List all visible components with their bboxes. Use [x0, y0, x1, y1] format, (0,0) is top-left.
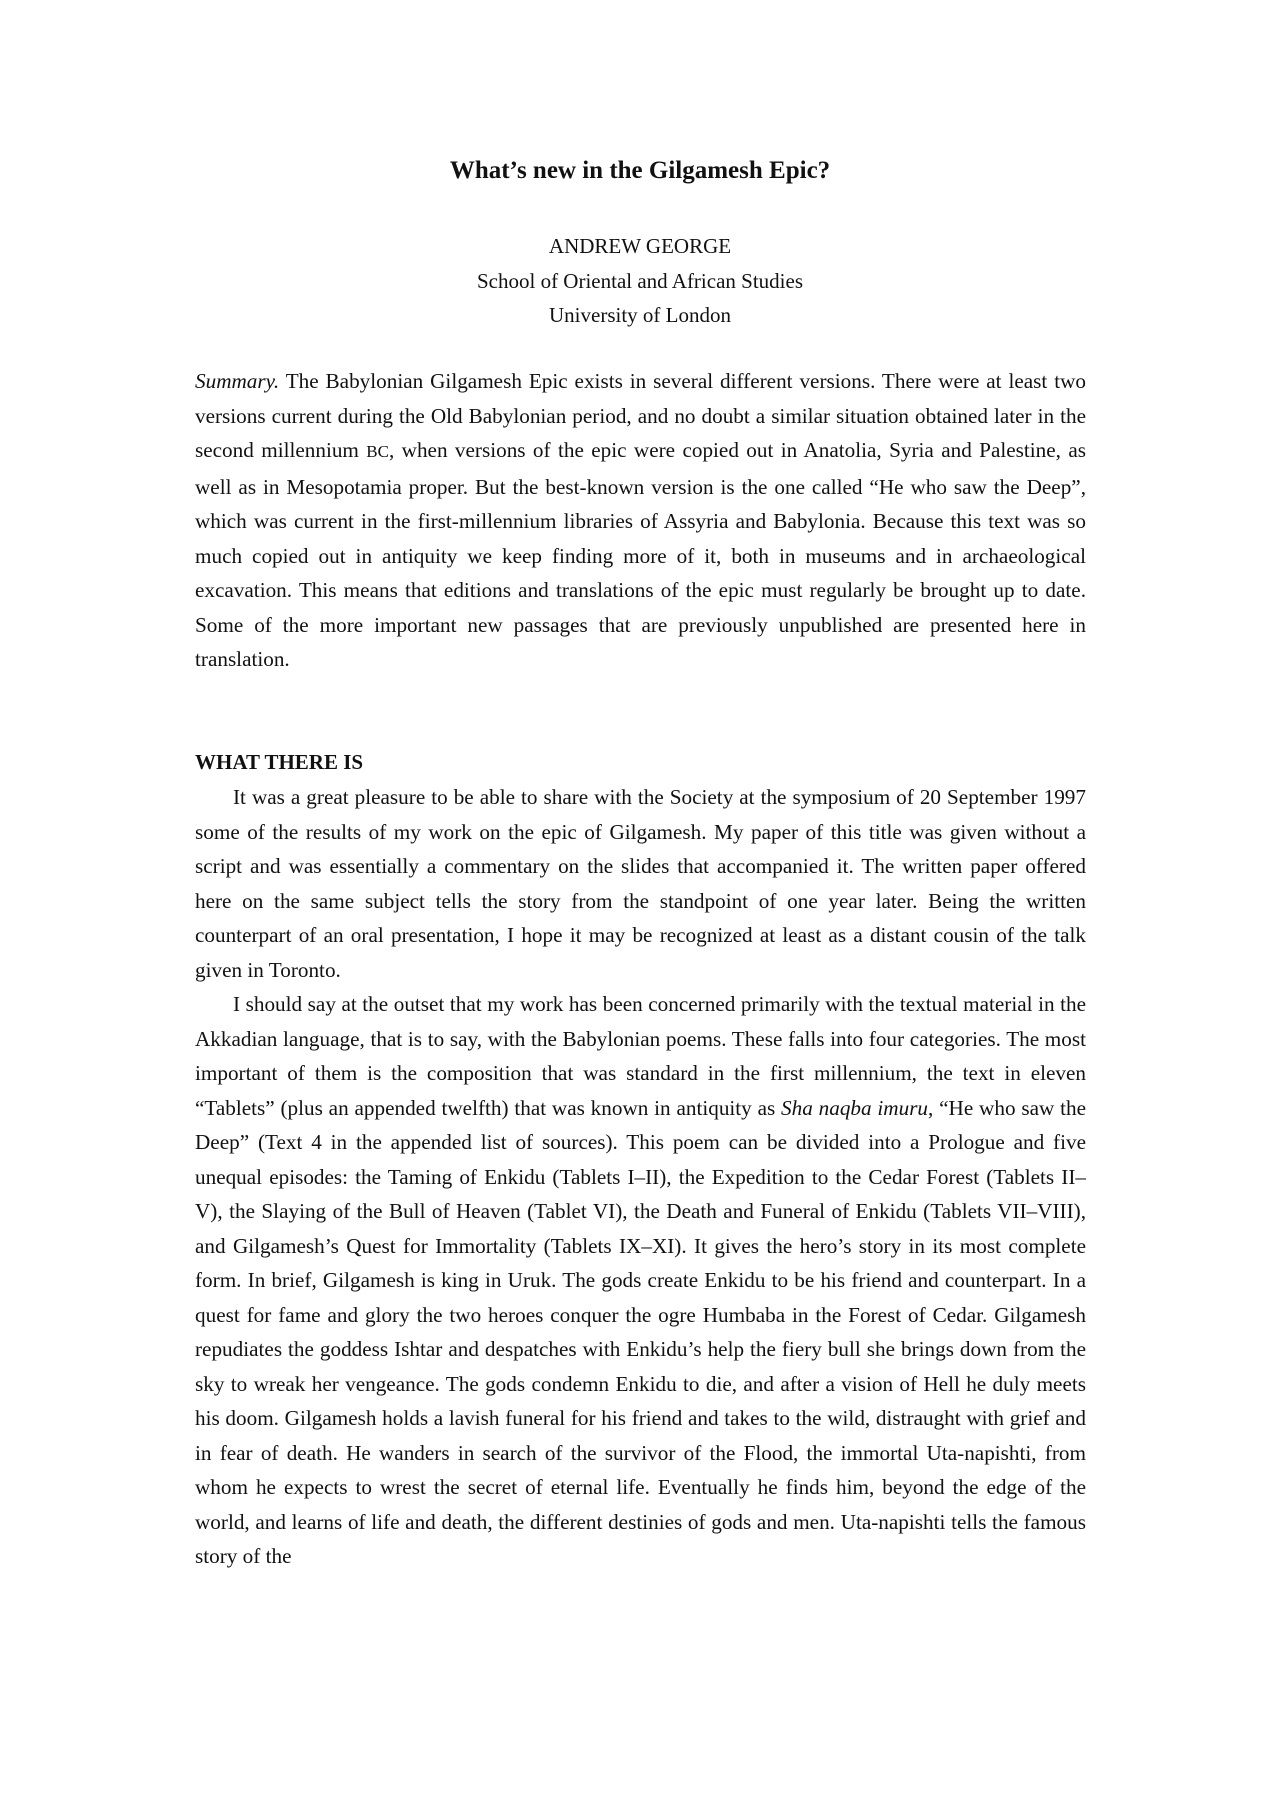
author-block — [195, 229, 1085, 333]
body-paragraph-2-part-2: , “He who saw the Deep” (Text 4 in the appended list of sources). This poem can be divided into a Prologue and five unequal episodes: the Taming of Enkidu (Tablets I–II), the Expedition to the Cedar Forest (Tablets II–V), the Slaying of the Bull of Heaven (Tablet VI), the Death and Funeral of Enkidu (Tablets VII–VIII), and Gilgamesh’s Quest for Immortality (Tablets IX–XI). It gives the hero’s story in its most complete form. In brief, Gilgamesh is king in Uruk. The gods create Enkidu to be his friend and counterpart. In a quest for fame and glory the two heroes conquer the ogre Humbaba in the Forest of Cedar. Gilgamesh repudiates the goddess Ishtar and despatches with Enkidu’s help the fiery bull she brings down from the sky to wreak her vengeance. The gods condemn Enkidu to die, and after a vision of Hell he duly meets his doom. Gilgamesh holds a lavish funeral for his friend and takes to the wild, distraught with grief and in fear of death. He wanders in search of the survivor of the Flood, the immortal Uta-napishti, from whom he expects to wrest the secret of eternal life. Eventually he finds him, beyond the edge of the world, and learns of life and death, the different destinies of gods and men. Uta-napishti tells the famous story of the — [195, 1095, 1086, 1568]
summary-paragraph — [195, 364, 1086, 677]
akkadian-title: Sha naqba imuru — [781, 1095, 929, 1120]
section-body — [195, 780, 1086, 1574]
body-paragraph-2 — [195, 987, 1086, 1574]
summary-label: Summary. — [195, 369, 280, 393]
author-affiliation-line-1: School of Oriental and African Studies — [476, 268, 803, 293]
summary-text-part-1: The Babylonian Gilgamesh Epic exists in several different versions. There were at least two versions current during the Old Babylonian period, and no doubt a similar situation obtained later in the second millennium — [195, 369, 1086, 462]
summary-era: BC — [366, 442, 389, 461]
paper-title: What’s new in the Gilgamesh Epic? — [449, 157, 831, 184]
author-name: ANDREW GEORGE — [548, 234, 732, 258]
author-affiliation-line-2: University of London — [549, 303, 731, 327]
body-paragraph-1: It was a great pleasure to be able to share with the Society at the symposium of 20 September 1997 some of the results of my work on the epic of Gilgamesh. My paper of this title was given without a script and was essentially a commentary on the slides that accompanied it. The written paper offered here on the same subject tells the story from the standpoint of one year later. Being the written counterpart of an oral presentation, I hope it may be recognized at least as a distant cousin of the talk given in Toronto. — [195, 785, 1086, 982]
summary-text-part-2: , when versions of the epic were copied out in Anatolia, Syria and Palestine, as well as in Mesopotamia proper. But the best-known version is the one called “He who saw the Deep”, which was current in the first-millennium libraries of Assyria and Babylonia. Because this text was so much copied out in antiquity we keep finding more of it, both in museums and in archaeological excavation. This means that editions and translations of the epic must regularly be brought up to date. Some of the more important new passages that are previously unpublished are presented here in translation. — [195, 438, 1086, 671]
body-paragraph-2-part-1: I should say at the outset that my work has been concerned primarily with the textual material in the Akkadian language, that is to say, with the Babylonian poems. These falls into four categories. The most important of them is the composition that was standard in the first millennium, the text in eleven “Tablets” (plus an appended twelfth) that was known in antiquity as — [195, 992, 1086, 1120]
section-heading: WHAT THERE IS — [195, 750, 364, 774]
